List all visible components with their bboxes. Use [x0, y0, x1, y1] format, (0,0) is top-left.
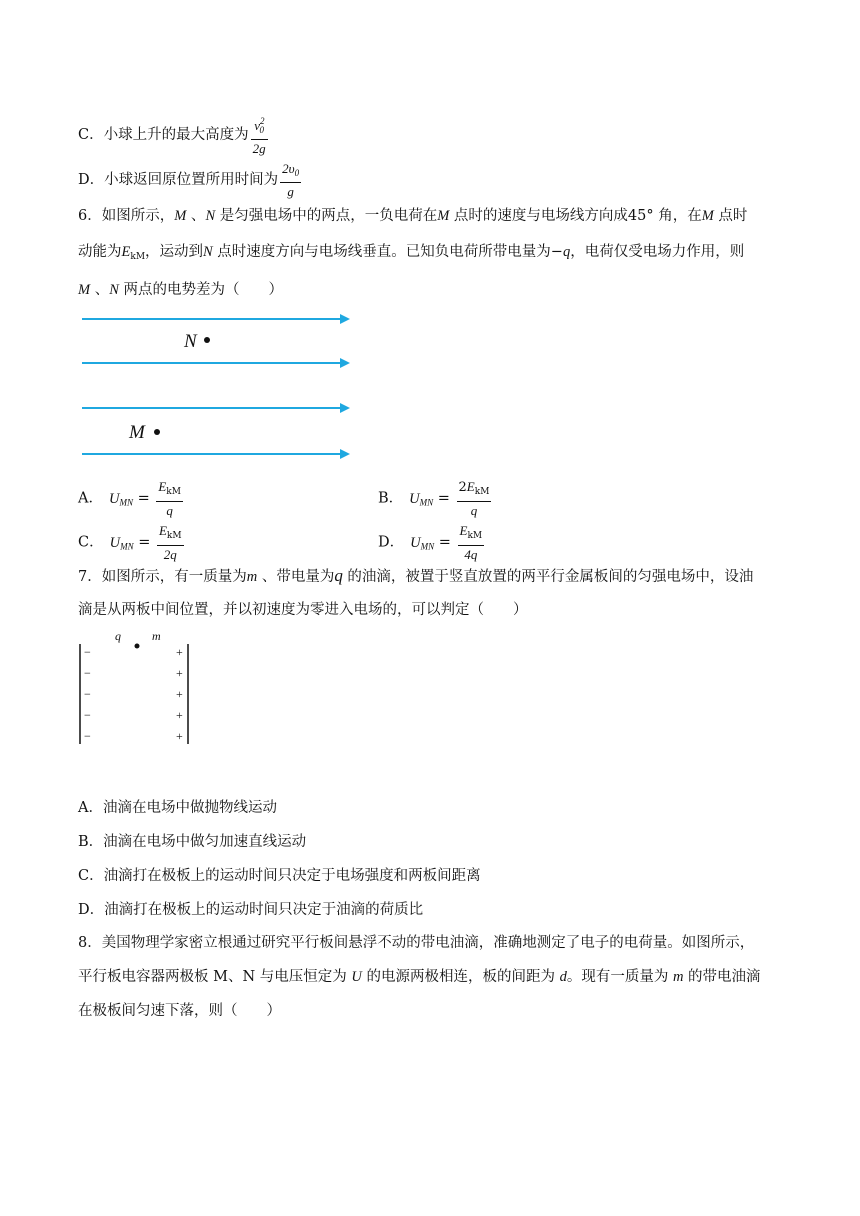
field-arrowhead-2: [340, 358, 350, 368]
q6-option-a: A． $U_{MN}$ = $\frac{E_{kM}}{q}$: [78, 479, 181, 518]
q7-option-a: A．油滴在电场中做抛物线运动: [78, 800, 277, 816]
q5-option-c-text: C．小球上升的最大高度为: [78, 127, 249, 143]
q5-option-c-fraction: $\frac{v^2_0}{2g}$: [251, 113, 268, 157]
q6-stem-line1: 6．如图所示，M 、N 是匀强电场中的两点，一负电荷在M 点时的速度与电场线方向成45° 角，在M 点时: [78, 208, 748, 224]
minus-sign-5: −: [84, 729, 91, 743]
q7-option-d: D．油滴打在极板上的运动时间只决定于油滴的荷质比: [78, 902, 424, 918]
minus-sign-2: −: [84, 666, 91, 680]
q8-stem-line2: 平行板电容器两极板 M、N 与电压恒定为 U 的电源两极相连，板的间距为 d。现有一质量为 m 的带电油滴: [78, 969, 761, 985]
plus-sign-5: +: [176, 729, 183, 743]
field-lines: [82, 314, 350, 459]
minus-sign-3: −: [84, 687, 91, 701]
plus-signs: [176, 645, 183, 743]
droplet-q-label: q: [115, 629, 121, 643]
q6-stem-line3: M 、N 两点的电势差为（ ）: [78, 282, 283, 298]
q5-option-d: [78, 160, 303, 200]
plus-sign-2: +: [176, 666, 183, 680]
q5-option-d-text: D．小球返回原位置所用时间为: [78, 172, 279, 188]
point-m-label: M: [129, 422, 145, 443]
q8-stem-line1: 8．美国物理学家密立根通过研究平行板间悬浮不动的带电油滴，准确地测定了电子的电荷量。如图所示，: [78, 935, 755, 951]
q7-stem-line2: 滴是从两板中间位置，并以初速度为零进入电场的，可以判定（ ）: [78, 602, 528, 618]
field-arrowhead-3: [340, 403, 350, 413]
q7-stem-line1: 7．如图所示，有一质量为m 、带电量为q 的油滴，被置于竖直放置的两平行金属板间的匀强电场中，设油: [78, 566, 754, 585]
q5-option-d-fraction: $\frac{2\upsilon_0}{g}$: [282, 161, 300, 199]
point-n-label: N: [184, 331, 197, 352]
field-arrowhead-4: [340, 449, 350, 459]
q7-option-c: C．油滴打在极板上的运动时间只决定于电场强度和两板间距离: [78, 868, 481, 884]
minus-sign-4: −: [84, 708, 91, 722]
q5-option-c: [78, 113, 270, 157]
minus-signs: [84, 645, 91, 743]
q7-option-b: B．油滴在电场中做匀加速直线运动: [78, 834, 307, 850]
q6-option-c: C． $U_{MN}$ = $\frac{E_{kM}}{2q}$: [78, 523, 182, 562]
q8-stem-line3: 在极板间匀速下落，则（ ）: [78, 1003, 281, 1019]
q6-stem-line2: 动能为$E_{kM}$，运动到N 点时速度方向与电场线垂直。已知负电荷所带电量为−q，电荷仅受电场力作用，则: [78, 244, 745, 262]
minus-sign-1: −: [84, 645, 91, 659]
q6-option-d: D． $U_{MN}$ = $\frac{E_{kM}}{4q}$: [378, 523, 483, 562]
q6-option-b: B． $U_{MN}$ = $\frac{2E_{kM}}{q}$: [378, 479, 490, 518]
plus-sign-3: +: [176, 687, 183, 701]
plus-sign-4: +: [176, 708, 183, 722]
q7-plates-diagram: [76, 628, 196, 748]
point-n-dot: [204, 337, 210, 343]
oil-droplet: [135, 644, 140, 649]
point-m-dot: [154, 429, 160, 435]
plus-sign-1: +: [176, 645, 183, 659]
droplet-m-label: m: [152, 629, 161, 643]
field-arrowhead-1: [340, 314, 350, 324]
q6-field-diagram: [78, 308, 358, 464]
